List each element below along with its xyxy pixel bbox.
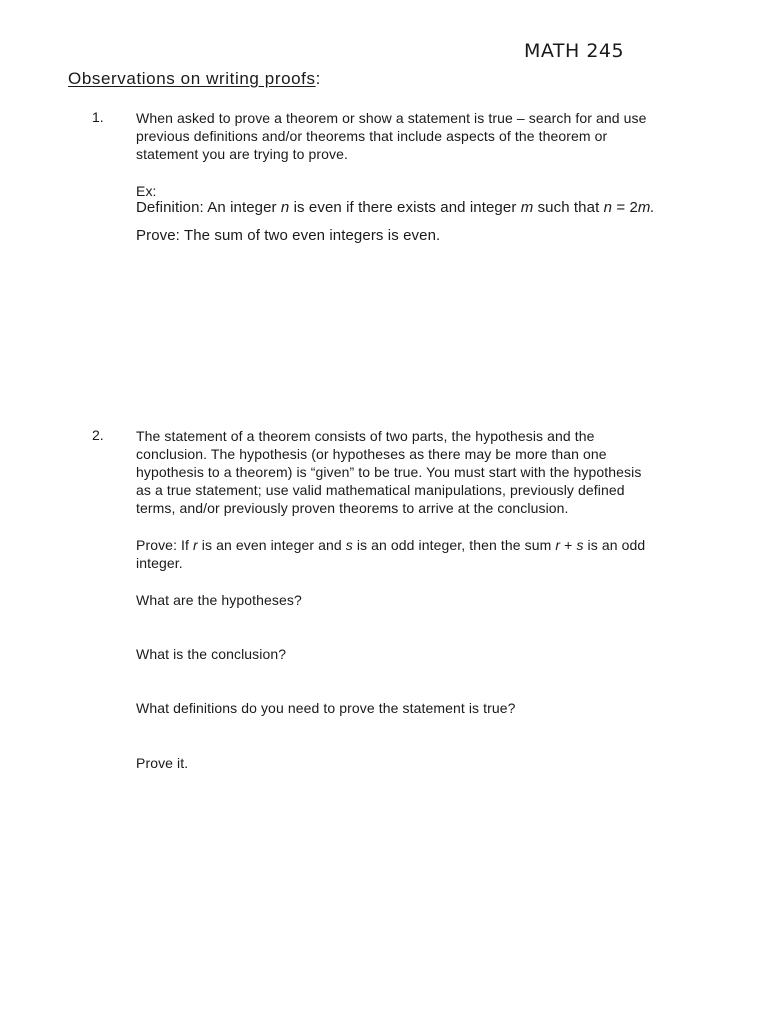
prove-label: Prove:	[136, 227, 180, 244]
item-2-line: conclusion. The hypothesis (or hypotheses as there may be more than one	[136, 446, 607, 462]
prove-text: integer.	[136, 555, 183, 571]
question-definitions: What definitions do you need to prove the statement is true?	[136, 700, 516, 716]
prove-text: +	[560, 537, 577, 553]
question-hypotheses: What are the hypotheses?	[136, 592, 302, 608]
variable-n: n	[603, 199, 613, 216]
item-2-line: The statement of a theorem consists of two parts, the hypothesis and the	[136, 428, 595, 444]
item-1-line: statement you are trying to prove.	[136, 146, 348, 162]
definition-text: is even if there exists and integer	[289, 199, 521, 216]
variable-m: m	[520, 199, 534, 216]
definition-line	[136, 199, 716, 217]
example-label: Ex:	[136, 183, 157, 199]
prove-text: The sum of two even integers is even.	[179, 227, 441, 244]
prove-statement-2	[136, 536, 716, 572]
variable-n: n	[280, 199, 290, 216]
question-prove-it: Prove it.	[136, 755, 189, 771]
item-2-line: terms, and/or previously proven theorems to arrive at the conclusion.	[136, 500, 569, 516]
question-conclusion: What is the conclusion?	[136, 646, 287, 662]
prove-text: is an odd integer, then the sum	[352, 537, 556, 553]
definition-text: such that	[533, 199, 604, 216]
page-heading	[68, 69, 321, 89]
variable-r: r	[193, 537, 198, 553]
variable-m: m.	[637, 199, 655, 216]
variable-s: s	[345, 537, 353, 553]
item-2-number: 2.	[92, 427, 104, 443]
item-1-line: previous definitions and/or theorems that include aspects of the theorem or	[136, 128, 608, 144]
heading-text: Observations on writing proofs	[68, 69, 316, 88]
prove-text: is an even integer and	[197, 537, 346, 553]
variable-r: r	[555, 537, 561, 553]
heading-colon: :	[315, 69, 321, 88]
prove-text: is an odd	[583, 537, 646, 553]
item-2-line: hypothesis to a theorem) is “given” to be true. You must start with the hypothesis	[136, 464, 642, 480]
variable-s: s	[576, 537, 584, 553]
item-1-paragraph	[136, 109, 716, 163]
prove-text: Prove: If	[136, 537, 194, 553]
item-1-line: When asked to prove a theorem or show a statement is true – search for and use	[136, 110, 647, 126]
item-2-paragraph	[136, 427, 716, 517]
course-code: MATH 245	[524, 40, 625, 62]
prove-statement-1	[136, 227, 716, 245]
item-2-line: as a true statement; use valid mathematical manipulations, previously defined	[136, 482, 625, 498]
definition-text: = 2	[612, 199, 638, 216]
item-1-number: 1.	[92, 109, 104, 125]
definition-label: Definition:	[136, 199, 204, 216]
definition-text: An integer	[203, 199, 281, 216]
